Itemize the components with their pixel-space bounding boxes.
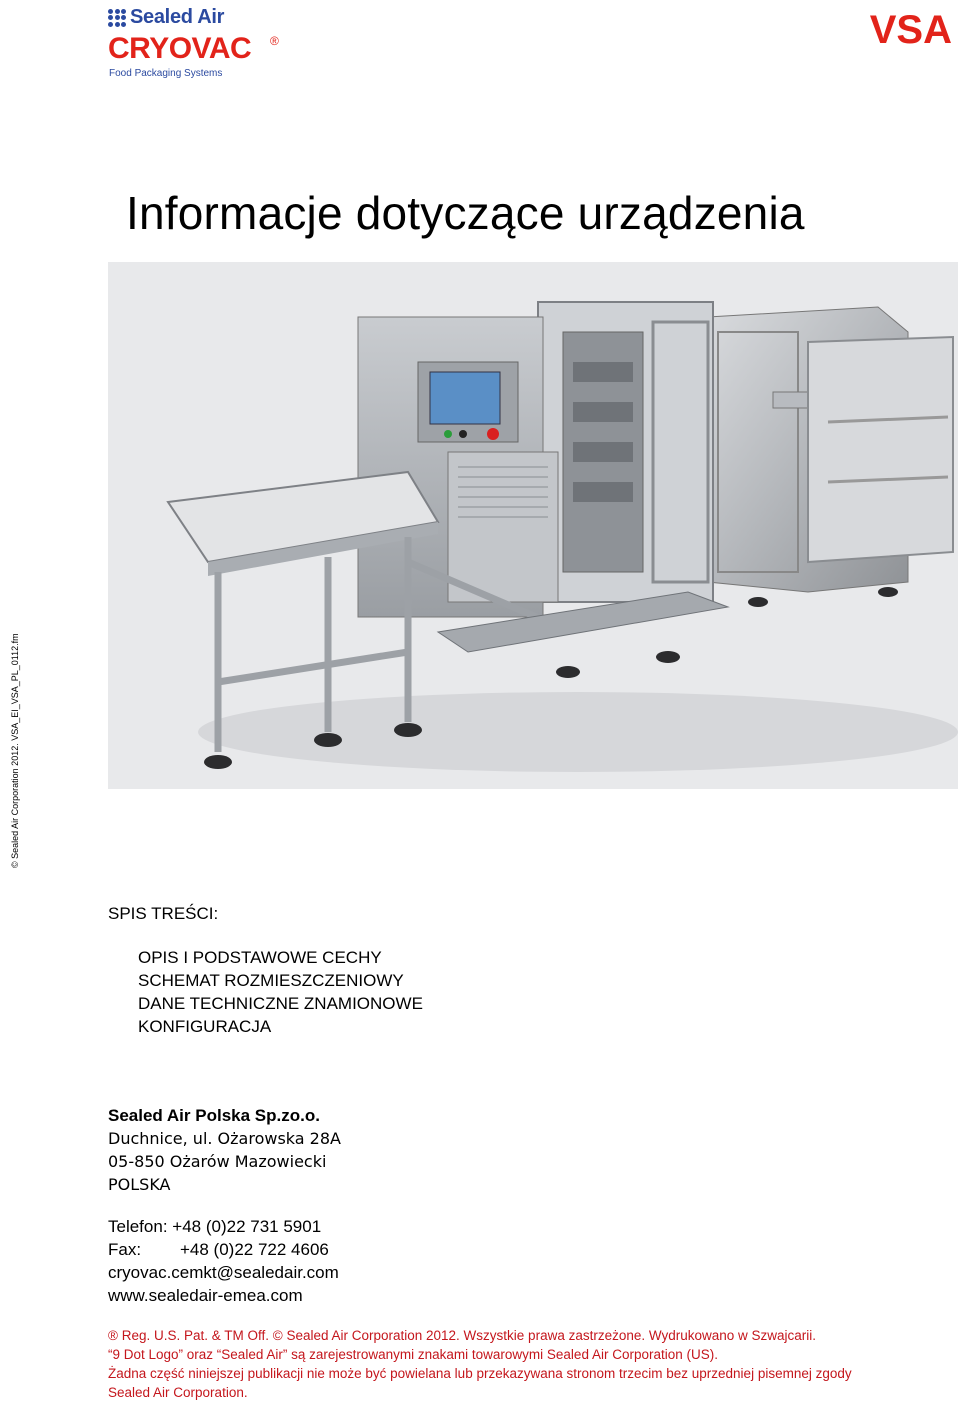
cryovac-logo-text: CRYOVAC (108, 32, 252, 65)
toc-item: SCHEMAT ROZMIESZCZENIOWY (138, 971, 404, 990)
fax-label: Fax: (108, 1240, 142, 1259)
website-link[interactable]: www.sealedair-emea.com (108, 1286, 303, 1305)
address-city: 05-850 Ożarów Mazowiecki (108, 1152, 327, 1171)
legal-line-copyright: ® Reg. U.S. Pat. & TM Off. © Sealed Air Corporation 2012. Wszystkie prawa zastrzeżone. Wydrukowano w Szwajcarii. (108, 1328, 817, 1343)
product-code: VSA (869, 8, 952, 52)
legal-line-company: Sealed Air Corporation. (108, 1385, 248, 1400)
logo-subtitle: Food Packaging Systems (109, 68, 223, 79)
registered-mark: ® (270, 34, 279, 48)
phone-value: +48 (0)22 731 5901 (172, 1217, 322, 1236)
brand-logo (108, 4, 288, 80)
file-reference-note: © Sealed Air Corporation 2012. VSA_EI_VSA_PL_0112.fm (10, 633, 20, 868)
toc-item: KONFIGURACJA (138, 1017, 272, 1036)
legal-line-trademark: “9 Dot Logo” oraz “Sealed Air” są zarejestrowanymi znakami towarowymi Sealed Air Corporation (US). (108, 1347, 718, 1362)
email-link[interactable]: cryovac.cemkt@sealedair.com (108, 1263, 339, 1282)
page-title: Informacje dotyczące urządzenia (126, 187, 805, 239)
legal-line-reproduction: Żadna część niniejszej publikacji nie może być powielana lub przekazywana stronom trzecim bez uprzedniej pisemnej zgody (108, 1366, 852, 1381)
address-street: Duchnice, ul. Ożarowska 28A (108, 1129, 341, 1148)
toc-heading: SPIS TREŚCI: (108, 904, 219, 923)
toc-item: OPIS I PODSTAWOWE CECHY (138, 948, 382, 967)
company-address (108, 1104, 341, 1196)
packaging-machine-illustration (108, 262, 958, 789)
toc-item: DANE TECHNICZNE ZNAMIONOWE (138, 994, 423, 1013)
phone-label: Telefon: (108, 1217, 168, 1236)
address-country: POLSKA (108, 1175, 171, 1194)
machine-photo (108, 262, 958, 789)
fax-row (108, 1238, 339, 1261)
toc-list (138, 946, 423, 1038)
legal-notice (108, 1326, 852, 1402)
phone-row (108, 1215, 339, 1238)
sealed-air-logo (108, 6, 224, 29)
company-name: Sealed Air Polska Sp.zo.o. (108, 1106, 320, 1125)
sealed-air-logo-text: Sealed Air (130, 6, 225, 28)
fax-value: +48 (0)22 722 4606 (180, 1240, 329, 1259)
contact-info (108, 1215, 339, 1307)
nine-dot-logo-icon (108, 9, 126, 27)
